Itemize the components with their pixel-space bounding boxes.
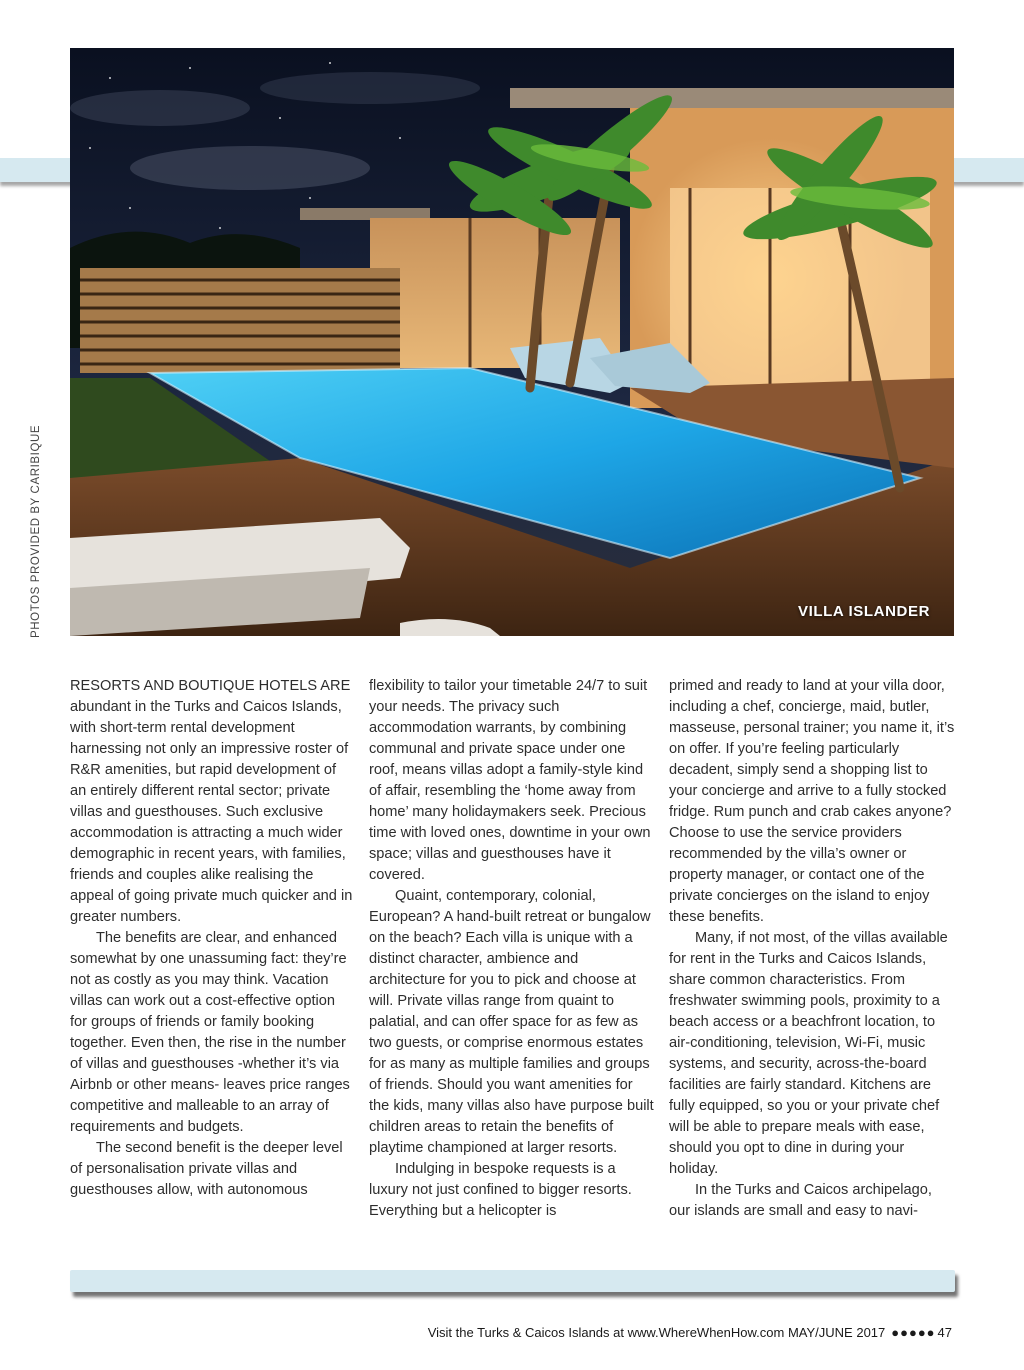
paragraph: RESORTS AND BOUTIQUE HOTELS ARE abundant in the Turks and Caicos Islands, with short-term rental development harnessing not only an impressive roster of R&R amenities, but rapid development of an entirely different rental sector; private villas and guesthouses. Such exclusive accommodation is attracting a much wider demographic in recent years, with families, friends and couples alike realising the appeal of going private much quicker and in greater numbers. <box>70 678 353 925</box>
page-footer <box>428 1325 952 1340</box>
page-number: 47 <box>937 1325 952 1340</box>
paragraph: primed and ready to land at your villa door, including a chef, concierge, maid, butler, masseuse, personal trainer; you name it, it’s on offer. If you’re feeling particularly decadent, simply send a shopping list to your concierge and arrive to a fully stocked fridge. Rum punch and crab cakes anyone? Choose to use the service providers recommended by the villa’s owner or property manager, or contact one of the private concierges on the island to enjoy these benefits. <box>669 678 955 925</box>
article-column-1 <box>70 676 356 1201</box>
footer-text: Visit the Turks & Caicos Islands at www.WhereWhenHow.com MAY/JUNE 2017 <box>427 1325 886 1340</box>
paragraph: In the Turks and Caicos archipelago, our islands are small and easy to navi- <box>669 1182 932 1219</box>
paragraph: flexibility to tailor your timetable 24/7 to suit your needs. The privacy such accommodation warrants, by combining communal and private space under one roof, means villas adopt a family-style kind of affair, resembling the ‘home away from home’ many holidaymakers seek. Precious time with loved ones, downtime in your own space; villas and guesthouses have it covered. <box>369 678 651 883</box>
villa-photo <box>70 48 954 636</box>
paragraph: Many, if not most, of the villas available for rent in the Turks and Caicos Islands, share common characteristics. From freshwater swimming pools, proximity to a beach access or a beachfront location, to air-conditioning, television, Wi-Fi, music systems, and security, across-the-board facilities are fairly standard. Kitchens are fully equipped, so you or your private chef will be able to prepare meals with ease, should you opt to dine in during your holiday. <box>669 930 948 1177</box>
decorative-band-bottom <box>70 1270 955 1292</box>
photo-caption: VILLA ISLANDER <box>797 603 930 620</box>
paragraph: Indulging in bespoke requests is a luxury not just confined to bigger resorts. Everything but a helicopter is <box>369 1161 632 1219</box>
paragraph: The second benefit is the deeper level of personalisation private villas and guesthouses allow, with autonomous <box>70 1140 343 1198</box>
paragraph: Quaint, contemporary, colonial, European? A hand-built retreat or bungalow on the beach? Each villa is unique with a distinct character, ambience and architecture for you to pick and choose at will. Private villas range from quaint to palatial, and can offer space for as few as two guests, or comprise enormous estates for as many as multiple families and groups of friends. Should you want amenities for the kids, many villas also have purpose built children areas to retain the benefits of playtime championed at larger resorts. <box>369 888 654 1156</box>
villa-pool-illustration <box>70 48 954 636</box>
article-column-3 <box>669 676 955 1222</box>
paragraph: The benefits are clear, and enhanced somewhat by one unassuming fact: they’re not as costly as you may think. Vacation villas can work out a cost-effective option for groups of friends or family booking together. Even then, the rise in the number of villas and guesthouses -whether it’s via Airbnb or other means- leaves price ranges competitive and malleable to an array of requirements and budgets. <box>70 930 350 1135</box>
article-column-2 <box>369 676 655 1222</box>
footer-dots: ●●●●● <box>891 1325 936 1340</box>
photo-credit: PHOTOS PROVIDED BY CARIBIQUE <box>30 424 42 638</box>
